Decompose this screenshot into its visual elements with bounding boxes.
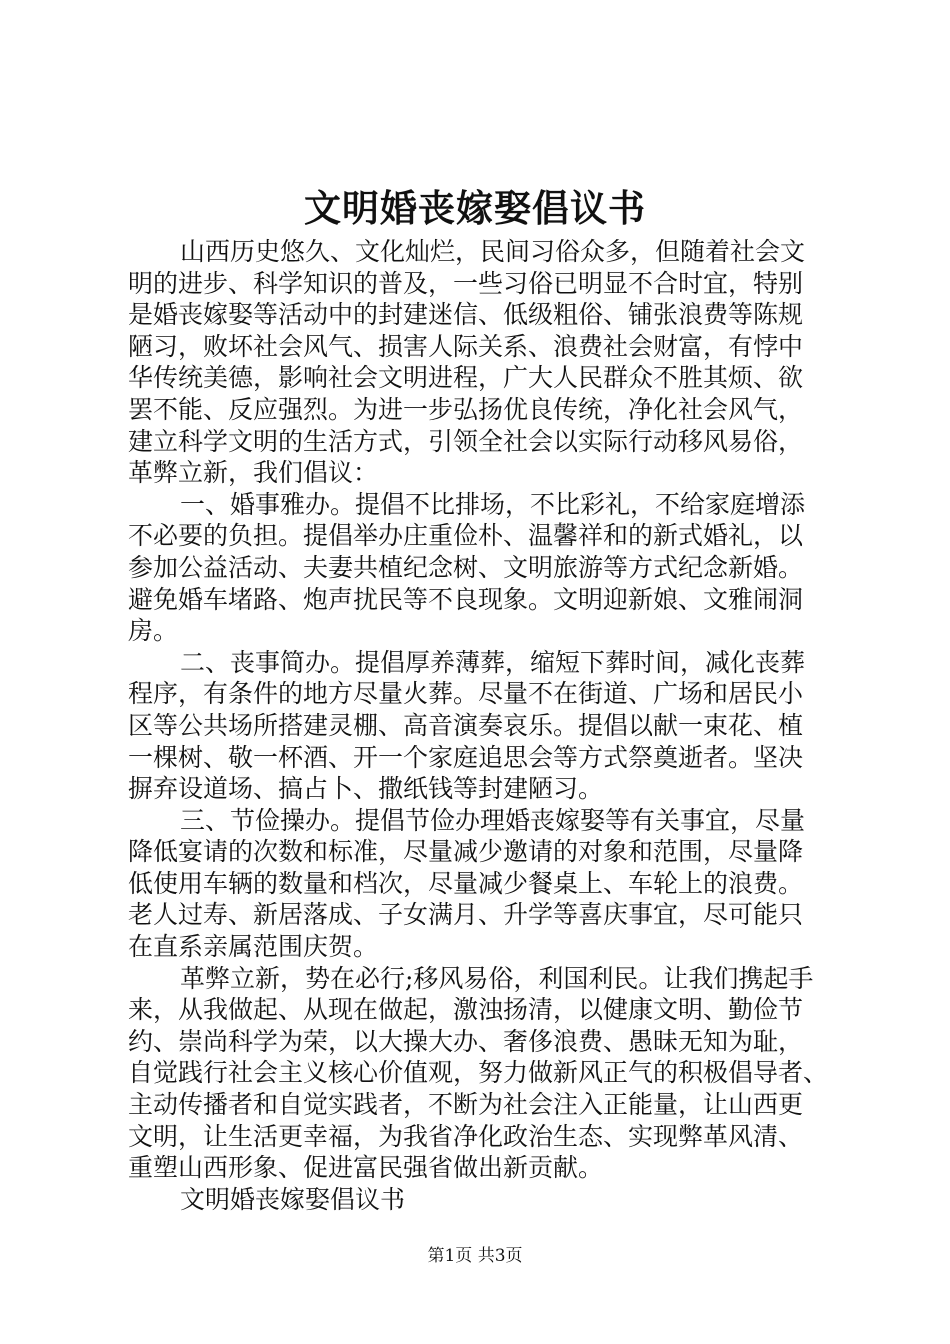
text-line: 程序，有条件的地方尽量火葬。尽量不在街道、广场和居民小 (128, 679, 804, 709)
text-line: 摒弃设道场、搞占卜、撒纸钱等封建陋习。 (128, 774, 604, 804)
text-line: 革弊立新，势在必行;移风易俗，利国利民。让我们携起手 (180, 963, 814, 993)
text-line: 不必要的负担。提倡举办庄重俭朴、温馨祥和的新式婚礼，以 (128, 521, 804, 551)
text-line: 三、节俭操办。提倡节俭办理婚丧嫁娶等有关事宜，尽量 (180, 805, 806, 835)
text-line: 华传统美德，影响社会文明进程，广大人民群众不胜其烦、欲 (128, 363, 804, 393)
text-line: 罢不能、反应强烈。为进一步弘扬优良传统，净化社会风气， (128, 394, 804, 424)
document-title: 文明婚丧嫁娶倡议书 (304, 186, 646, 230)
text-line: 革弊立新，我们倡议： (128, 458, 379, 488)
text-line: 自觉践行社会主义核心价值观，努力做新风正气的积极倡导者、 (128, 1058, 829, 1088)
paragraph-wedding (128, 489, 840, 647)
text-line: 区等公共场所搭建灵棚、高音演奏哀乐。提倡以献一束花、植 (128, 710, 804, 740)
text-line: 参加公益活动、夫妻共植纪念树、文明旅游等方式纪念新婚。 (128, 552, 804, 582)
text-line: 房。 (128, 616, 179, 646)
paragraph-closing-title (128, 1184, 840, 1216)
text-line: 在直系亲属范围庆贺。 (128, 932, 379, 962)
paragraph-frugal (128, 805, 840, 963)
document-body (128, 236, 840, 1215)
text-line: 建立科学文明的生活方式，引领全社会以实际行动移风易俗， (128, 426, 804, 456)
paragraph-intro (128, 236, 840, 489)
text-line: 明的进步、科学知识的普及，一些习俗已明显不合时宜，特别 (128, 268, 804, 298)
page-footer: 第1页 共3页 (427, 1246, 523, 1266)
paragraph-funeral (128, 647, 840, 805)
text-line: 重塑山西形象、促进富民强省做出新贡献。 (128, 1153, 604, 1183)
text-line: 降低宴请的次数和标准，尽量减少邀请的对象和范围，尽量降 (128, 837, 804, 867)
text-line: 一棵树、敬一杯酒、开一个家庭追思会等方式祭奠逝者。坚决 (128, 742, 804, 772)
text-line: 陋习，败坏社会风气、损害人际关系、浪费社会财富，有悖中 (128, 331, 804, 361)
text-line: 是婚丧嫁娶等活动中的封建迷信、低级粗俗、铺张浪费等陈规 (128, 300, 804, 330)
text-line: 一、婚事雅办。提倡不比排场，不比彩礼，不给家庭增添 (180, 489, 806, 519)
text-line: 山西历史悠久、文化灿烂，民间习俗众多，但随着社会文 (180, 237, 806, 266)
text-line: 主动传播者和自觉实践者，不断为社会注入正能量，让山西更 (128, 1090, 804, 1120)
text-line: 文明，让生活更幸福，为我省净化政治生态、实现弊革风清、 (128, 1121, 804, 1151)
text-line: 约、崇尚科学为荣，以大操大办、奢侈浪费、愚昧无知为耻， (128, 1026, 804, 1056)
text-line: 文明婚丧嫁娶倡议书 (180, 1184, 406, 1214)
text-line: 低使用车辆的数量和档次，尽量减少餐桌上、车轮上的浪费。 (128, 868, 804, 898)
text-line: 老人过寿、新居落成、子女满月、升学等喜庆事宜，尽可能只 (128, 900, 804, 930)
text-line: 避免婚车堵路、炮声扰民等不良现象。文明迎新娘、文雅闹洞 (128, 584, 804, 614)
paragraph-conclusion (128, 963, 840, 1184)
text-line: 来，从我做起、从现在做起，激浊扬清，以健康文明、勤俭节 (128, 995, 804, 1025)
text-line: 二、丧事简办。提倡厚养薄葬，缩短下葬时间，减化丧葬 (180, 647, 806, 677)
